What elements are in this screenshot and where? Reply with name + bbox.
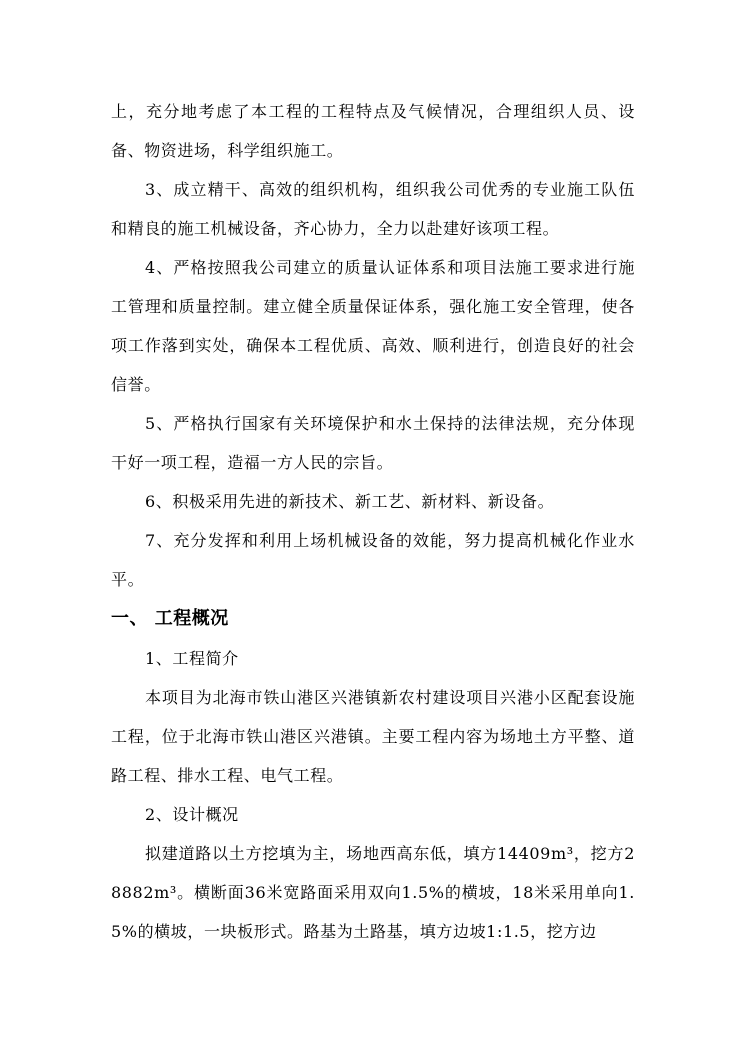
subsection-title-intro: 1、工程简介 xyxy=(145,649,239,668)
paragraph-item-4: 4、严格按照我公司建立的质量认证体系和项目法施工要求进行施工管理和质量控制。建立健全质量保证体系，强化施工安全管理，使各项工作落到实处，确保本工程优质、高效、顺利进行，创造良好的社会信誉。 xyxy=(111,258,635,394)
paragraph-item-5: 5、严格执行国家有关环境保护和水土保持的法律法规，充分体现干好一项工程，造福一方人民的宗旨。 xyxy=(111,414,635,472)
document-body xyxy=(111,92,635,951)
paragraph-item-3: 3、成立精干、高效的组织机构，组织我公司优秀的专业施工队伍和精良的施工机械设备，齐心协力，全力以赴建好该项工程。 xyxy=(111,180,635,238)
section-heading: 一、 工程概况 xyxy=(111,608,229,629)
paragraph-item-7: 7、充分发挥和利用上场机械设备的效能，努力提高机械化作业水平。 xyxy=(111,531,635,589)
paragraph-intro-continuation: 上，充分地考虑了本工程的工程特点及气候情况，合理组织人员、设备、物资进场，科学组织施工。 xyxy=(111,102,635,160)
subsection-body-intro: 本项目为北海市铁山港区兴港镇新农村建设项目兴港小区配套设施工程，位于北海市铁山港区兴港镇。主要工程内容为场地土方平整、道路工程、排水工程、电气工程。 xyxy=(111,688,635,785)
paragraph-item-6: 6、积极采用先进的新技术、新工艺、新材料、新设备。 xyxy=(145,492,555,511)
subsection-title-design: 2、设计概况 xyxy=(145,805,239,824)
subsection-body-design: 拟建道路以土方挖填为主，场地西高东低，填方14409m³，挖方28882m³。横断面36米宽路面采用双向1.5%的横坡，18米采用单向1.5%的横坡，一块板形式。路基为土路基，填方边坡1:1.5，挖方边 xyxy=(111,844,635,941)
